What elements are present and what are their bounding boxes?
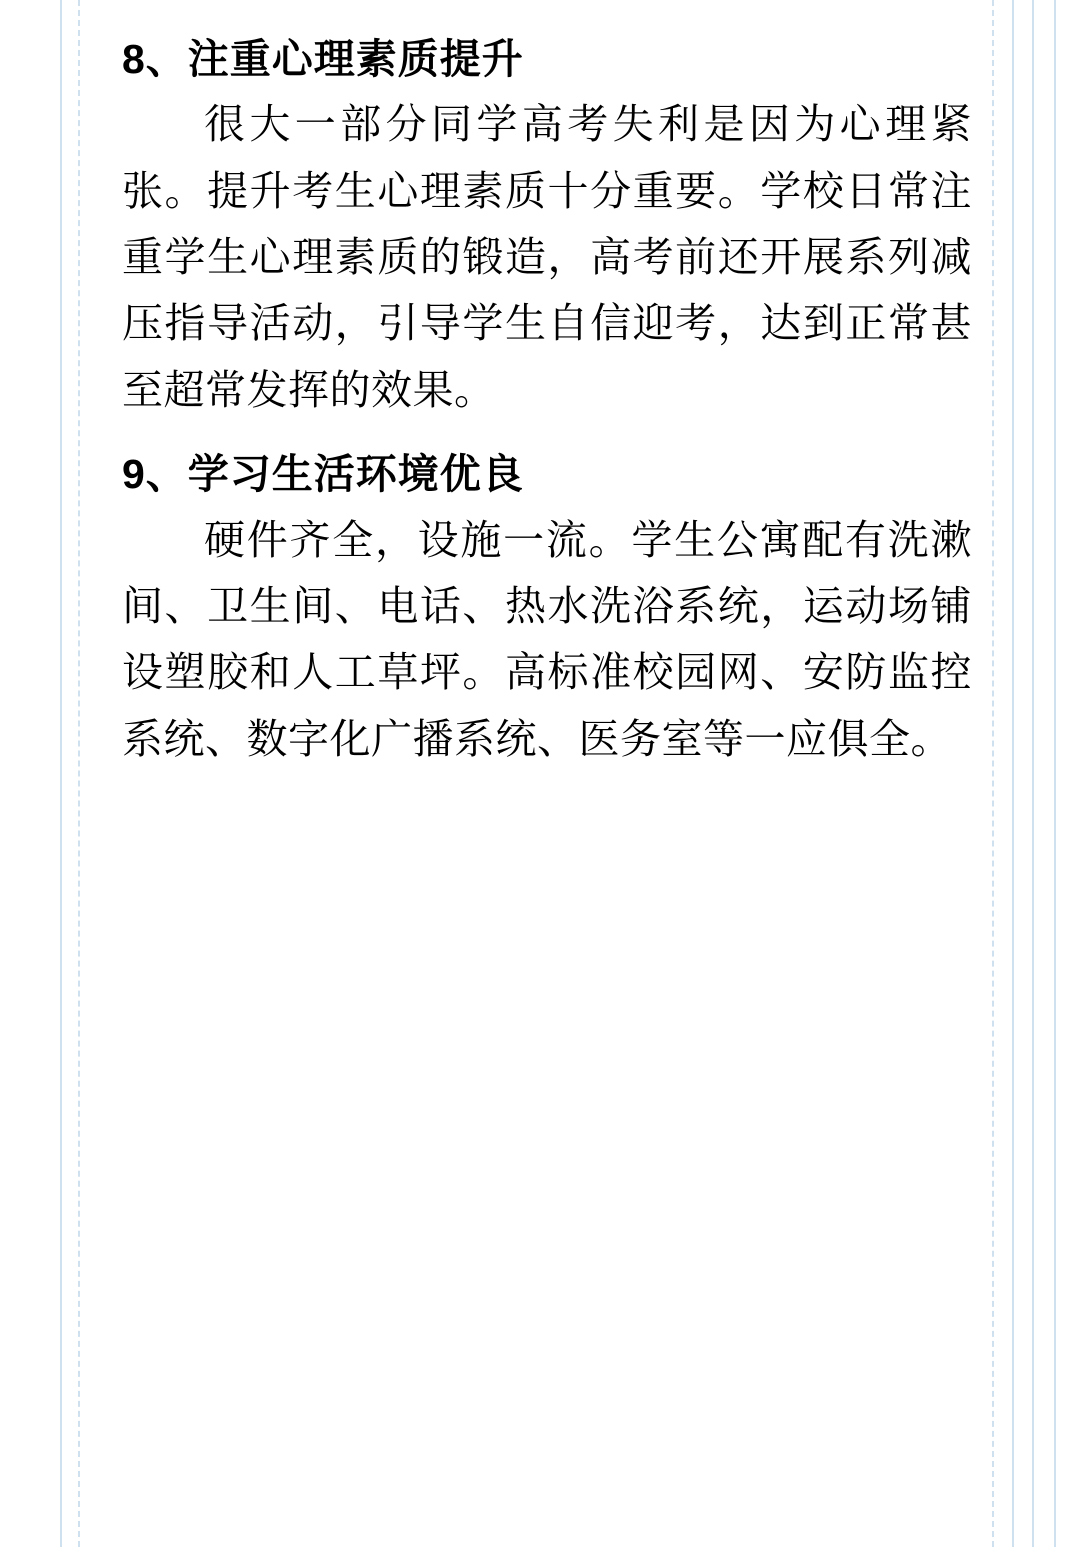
section-8-paragraph: 很大一部分同学高考失利是因为心理紧张。提升考生心理素质十分重要。学校日常注重学生心理素质的锻造，高考前还开展系列减压指导活动，引导学生自信迎考，达到正常甚至超常发挥的效果。 (122, 101, 972, 413)
document-content (0, 0, 1080, 772)
section-9-paragraph: 硬件齐全，设施一流。学生公寓配有洗漱间、卫生间、电话、热水洗浴系统，运动场铺设塑胶和人工草坪。高标准校园网、安防监控系统、数字化广播系统、医务室等一应俱全。 (122, 516, 972, 762)
section-9 (122, 449, 972, 772)
section-8-heading: 8、注重心理素质提升 (122, 36, 524, 82)
section-9-heading: 9、学习生活环境优良 (122, 451, 524, 498)
section-8 (122, 34, 972, 423)
